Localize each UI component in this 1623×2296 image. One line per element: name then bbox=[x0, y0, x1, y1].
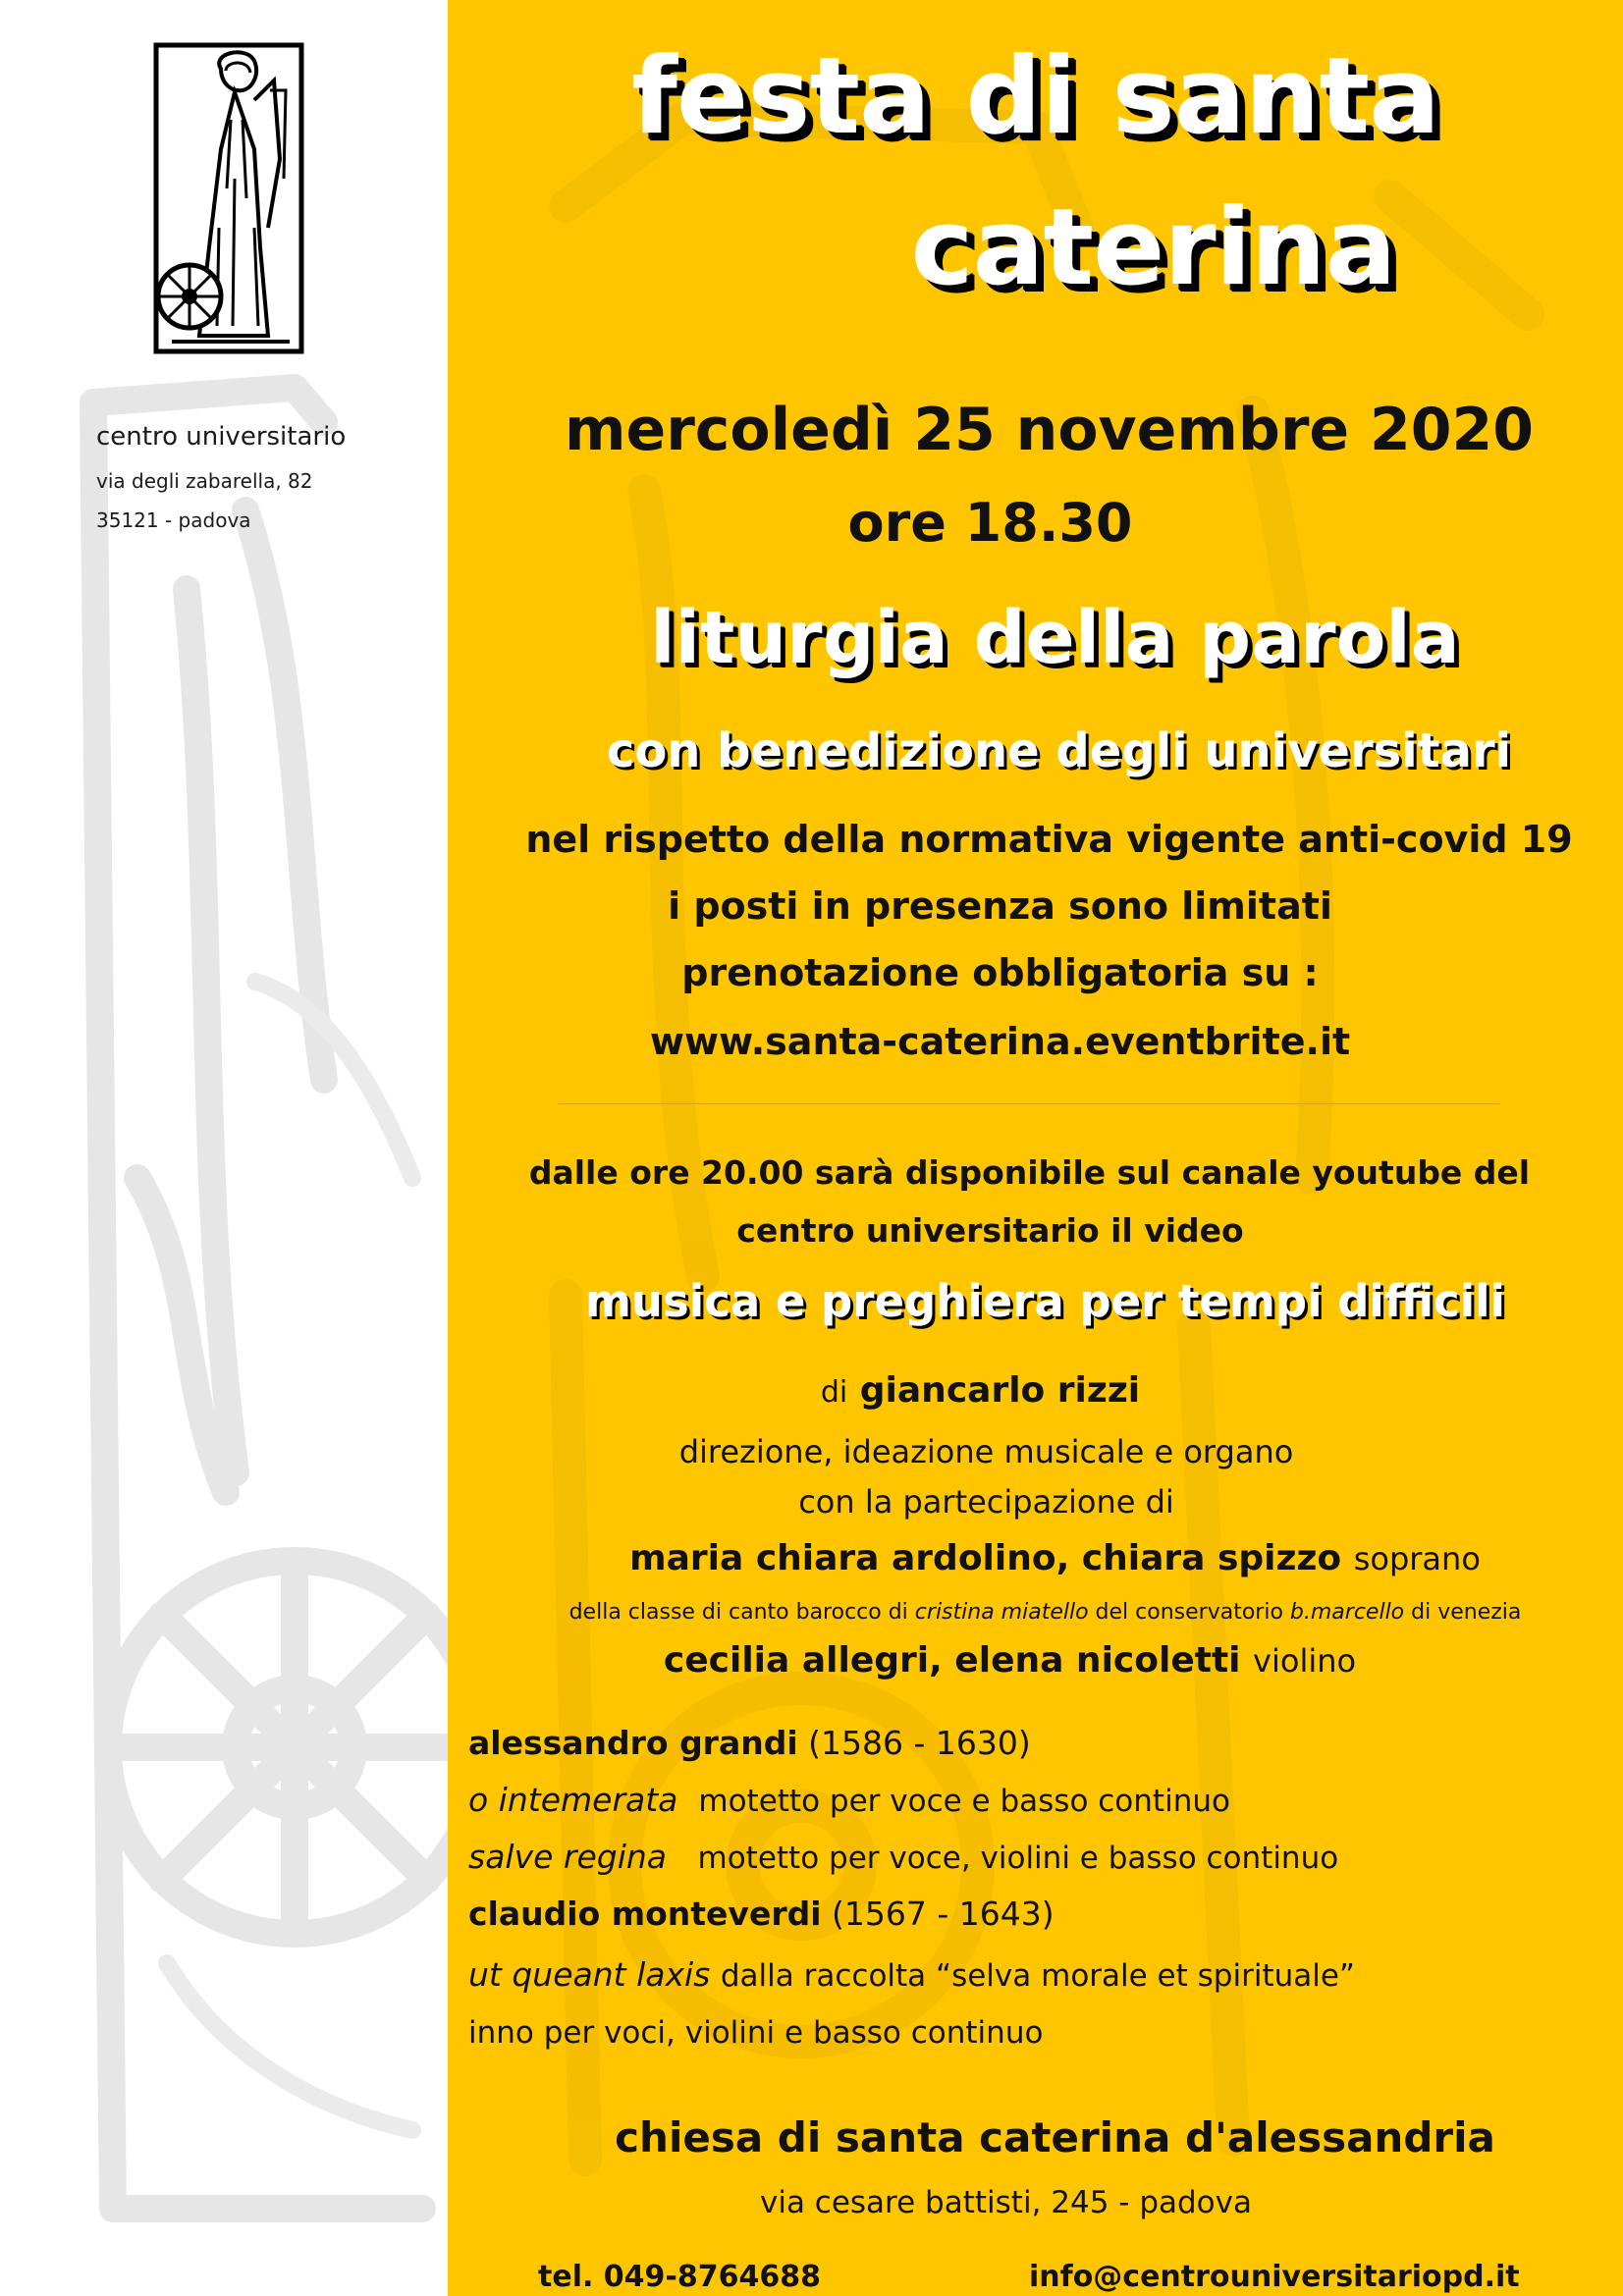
booking-url[interactable]: www.santa-caterina.eventbrite.it bbox=[649, 1020, 1351, 1063]
venue-phone[interactable]: tel. 049-8764688 bbox=[538, 2260, 822, 2294]
sopranos-role: soprano bbox=[1353, 1540, 1481, 1577]
event-title-line2: caterina bbox=[910, 187, 1396, 309]
right-panel bbox=[448, 0, 1623, 2296]
program-desc: motetto per voce e basso continuo bbox=[698, 1784, 1230, 1819]
program-row-3 bbox=[468, 1838, 1338, 1876]
program-work: o intemerata bbox=[468, 1781, 678, 1819]
program-row-4 bbox=[468, 1895, 1055, 1933]
video-intro-line1: dalle ore 20.00 sarà disponibile sul canale youtube del bbox=[528, 1153, 1531, 1192]
class-prefix: della classe di canto barocco di bbox=[568, 1600, 908, 1625]
sopranos bbox=[467, 1533, 1623, 1584]
event-title-line1: festa di santa bbox=[630, 35, 1440, 158]
video-intro-line2: centro universitario il video bbox=[736, 1211, 1244, 1250]
venue-name: chiesa di santa caterina d'alessandria bbox=[615, 2113, 1495, 2162]
class-teacher: cristina miatello bbox=[914, 1600, 1089, 1625]
class-mid: del conservatorio bbox=[1095, 1600, 1283, 1625]
venue-address: via cesare battisti, 245 - padova bbox=[759, 2185, 1252, 2220]
event-subtitle: liturgia della parola bbox=[650, 596, 1460, 680]
class-conservatory: b.marcello bbox=[1289, 1600, 1405, 1625]
left-panel bbox=[0, 0, 448, 2296]
program-row-5 bbox=[468, 1955, 1355, 1994]
panel-watermark-image bbox=[448, 0, 1623, 2296]
video-author-role: direzione, ideazione musicale e organo bbox=[678, 1433, 1294, 1470]
video-participation: con la partecipazione di bbox=[798, 1483, 1174, 1521]
covid-notice-line1: nel rispetto della normativa vigente anti-covid 19 bbox=[525, 818, 1573, 861]
violinists bbox=[422, 1635, 1597, 1686]
org-name: centro universitario bbox=[96, 422, 347, 452]
venue-contacts bbox=[448, 2260, 1623, 2296]
event-date: mercoledì 25 novembre 2020 bbox=[564, 396, 1534, 464]
org-address-line2: 35121 - padova bbox=[96, 508, 251, 532]
violinists-names: cecilia allegri, elena nicoletti bbox=[663, 1640, 1241, 1681]
program-row-1 bbox=[468, 1724, 1031, 1762]
program-years: (1567 - 1643) bbox=[832, 1895, 1055, 1933]
saint-catherine-logo bbox=[152, 31, 309, 355]
video-author-name: giancarlo rizzi bbox=[859, 1370, 1141, 1411]
program-composer: claudio monteverdi bbox=[468, 1895, 822, 1933]
program-composer: alessandro grandi bbox=[468, 1724, 798, 1762]
program-row-6 bbox=[468, 2012, 1043, 2051]
venue-email[interactable]: info@centrouniversitariopd.it bbox=[1029, 2260, 1520, 2294]
program-row-2 bbox=[468, 1781, 1230, 1819]
booking-line: prenotazione obbligatoria su : bbox=[681, 951, 1319, 994]
video-author-prefix: di bbox=[820, 1375, 848, 1410]
violinists-role: violino bbox=[1253, 1642, 1357, 1680]
program-years: (1586 - 1630) bbox=[808, 1724, 1031, 1762]
sopranos-names: maria chiara ardolino, chiara spizzo bbox=[629, 1538, 1342, 1578]
program-desc: motetto per voce, violini e basso continuo bbox=[697, 1841, 1339, 1876]
video-author bbox=[393, 1366, 1568, 1417]
program-work: salve regina bbox=[468, 1838, 668, 1876]
program-work: ut queant laxis bbox=[468, 1955, 711, 1994]
section-divider bbox=[558, 1103, 1500, 1104]
org-address-line1: via degli zabarella, 82 bbox=[96, 469, 313, 493]
class-line bbox=[458, 1596, 1623, 1629]
program-desc: dalla raccolta “selva morale et spirituale” bbox=[720, 1958, 1355, 1994]
video-title: musica e preghiera per tempi difficili bbox=[585, 1275, 1505, 1327]
covid-notice-line2: i posti in presenza sono limitati bbox=[668, 884, 1332, 928]
event-subtitle2: con benedizione degli universitari bbox=[606, 723, 1512, 778]
program-desc: inno per voci, violini e basso continuo bbox=[468, 2015, 1044, 2051]
event-time: ore 18.30 bbox=[847, 492, 1133, 554]
class-suffix: di venezia bbox=[1411, 1600, 1522, 1625]
